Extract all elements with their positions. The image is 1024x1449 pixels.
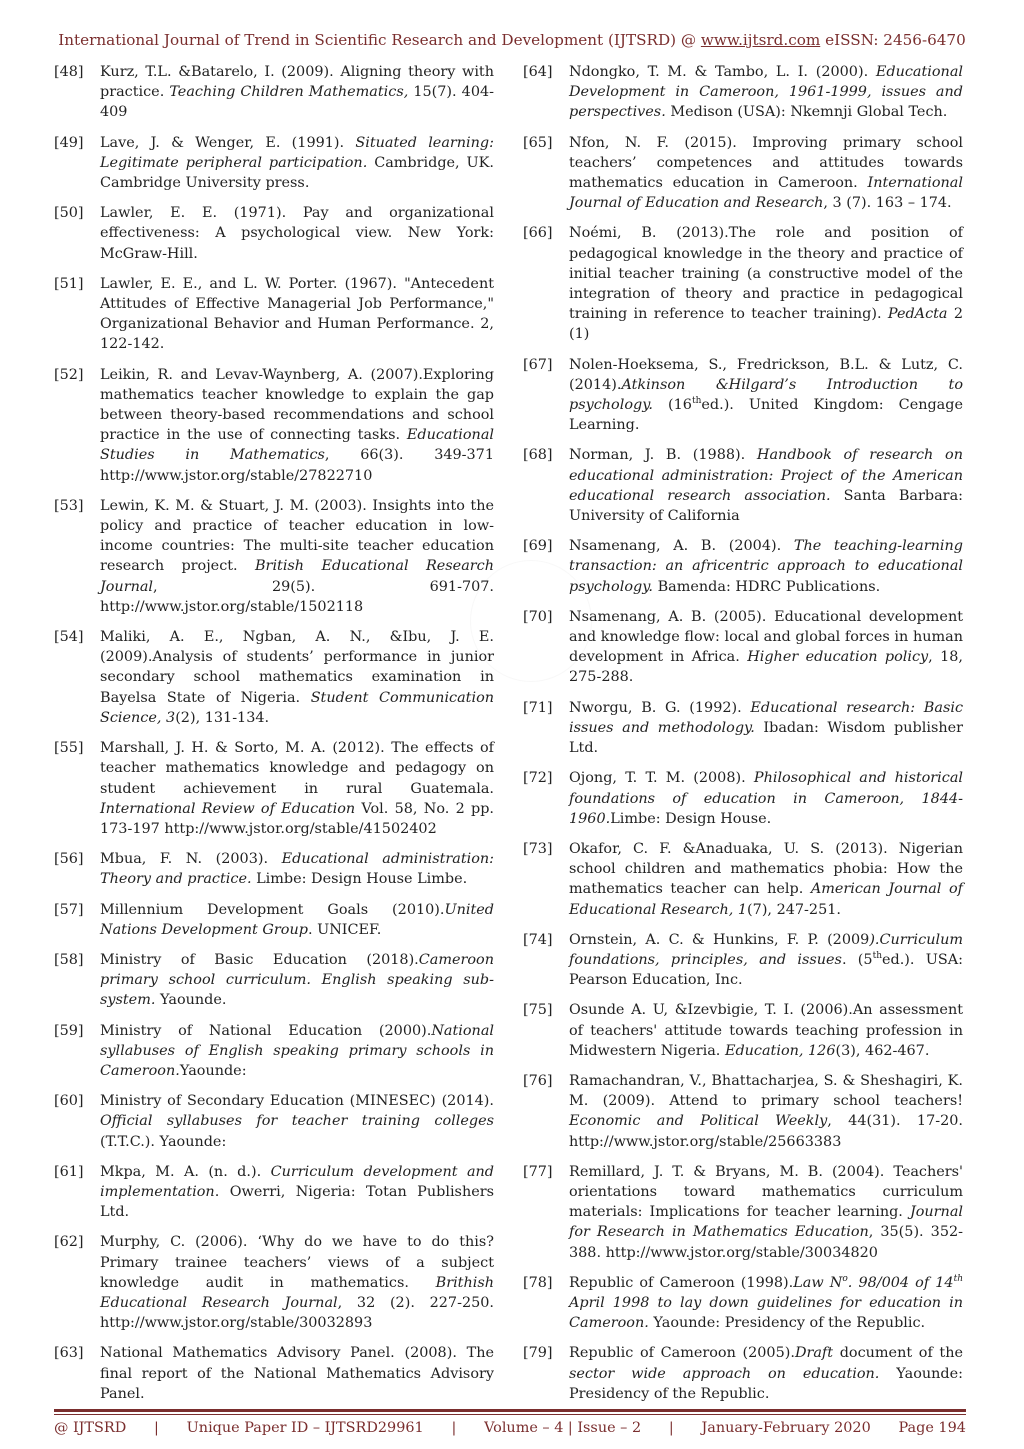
reference-text	[100, 274, 494, 355]
reference-text	[100, 849, 494, 889]
reference-italic-segment: Philosophical and historical foundations of education in Cameroon, 1844-1960.	[569, 770, 963, 827]
reference-italic-segment: Handbook of research on educational administration: Project of the American educational research association.	[569, 447, 963, 504]
reference-text	[100, 62, 494, 123]
reference-entry	[523, 445, 963, 526]
reference-segment: Medison (USA): Nkemnji Global Tech.	[665, 104, 948, 121]
reference-italic-segment: Educational research: Basic issues and methodology.	[569, 699, 963, 736]
reference-segment: Yaounde: Presidency of the Republic.	[648, 1315, 926, 1332]
reference-segment: , 66(3). 349-371 http://www.jstor.org/stable/27822710	[100, 447, 494, 484]
reference-entry	[523, 839, 963, 920]
reference-number: [78]	[523, 1274, 553, 1291]
reference-segment: , 18, 275-288.	[569, 649, 963, 686]
footer-journal: @ IJTSRD	[54, 1420, 127, 1436]
reference-entry	[523, 62, 963, 123]
reference-segment: ed.). United Kingdom: Cengage Learning.	[569, 397, 963, 434]
reference-segment: Mbua, F. N. (2003).	[100, 851, 282, 868]
reference-italic-segment: o	[842, 1273, 848, 1284]
reference-segment: Murphy, C. (2006). ‘Why do we have to do this? Primary trainee teachers’ views of a subject knowledge audit in mathematics.	[100, 1234, 494, 1291]
header-prefix: International Journal of Trend in Scientific Research and Development (IJTSRD) @	[58, 31, 701, 49]
reference-number: [70]	[523, 608, 553, 625]
reference-entry	[523, 133, 963, 214]
reference-italic-segment: PedActa	[887, 306, 948, 323]
reference-segment: Maliki, A. E., Ngban, A. N., &Ibu, J. E. (2009).Analysis of students’ performance in junior secondary school mathematics examination in Bayelsa State of Nigeria.	[100, 629, 494, 706]
reference-segment: . Owerri, Nigeria: Totan Publishers Ltd.	[100, 1183, 494, 1221]
footer-volume: Volume – 4 | Issue – 2	[484, 1420, 642, 1436]
reference-segment: Bamenda: HDRC Publications.	[653, 578, 881, 595]
reference-entry	[54, 1162, 494, 1223]
reference-segment: , 3 (7). 163 – 174.	[823, 195, 952, 212]
footer-rule-thin	[54, 1414, 966, 1415]
footer-date: January-February 2020	[701, 1420, 871, 1436]
reference-entry	[54, 738, 494, 839]
reference-entry	[54, 849, 494, 889]
page-footer	[54, 1420, 966, 1436]
reference-italic-segment: International Journal of Education and Research	[569, 175, 963, 212]
reference-segment: Ramachandran, V., Bhattacharjea, S. & Sheshagiri, K. M. (2009). Attend to primary school teachers!	[569, 1072, 963, 1110]
reference-italic-segment: sector wide approach on education.	[569, 1365, 880, 1382]
reference-number: [65]	[523, 134, 553, 151]
footer-separator: |	[668, 1420, 674, 1436]
reference-number: [63]	[54, 1345, 84, 1362]
reference-text	[569, 133, 963, 214]
reference-text	[569, 445, 963, 526]
reference-segment: Republic of Cameroon (2005).	[569, 1345, 795, 1362]
reference-entry	[54, 274, 494, 355]
reference-entry	[523, 1273, 963, 1334]
reference-text	[569, 355, 963, 436]
reference-number: [57]	[54, 901, 84, 918]
reference-entry	[54, 496, 494, 617]
reference-segment: Remillard, J. T. & Bryans, M. B. (2004). Teachers' orientations toward mathematics curriculum materials: Implications for teacher learning.	[569, 1163, 963, 1221]
reference-segment: Yaounde.	[155, 992, 227, 1009]
reference-number: [52]	[54, 366, 84, 383]
reference-text	[100, 203, 494, 264]
journal-website-link[interactable]: www.ijtsrd.com	[700, 31, 821, 49]
reference-entry	[54, 1343, 494, 1404]
reference-entry	[523, 536, 963, 597]
reference-italic-segment: Cameroon primary school curriculum. English speaking sub-system.	[100, 951, 494, 1009]
reference-text	[569, 62, 963, 123]
reference-segment: Republic of Cameroon (1998).	[569, 1274, 794, 1291]
reference-italic-segment: Situated learning: Legitimate peripheral participation.	[100, 134, 494, 171]
reference-text	[569, 223, 963, 344]
reference-entry	[523, 1343, 963, 1404]
reference-entry	[523, 355, 963, 436]
footer-page-number: Page 194	[898, 1420, 966, 1436]
reference-number: [68]	[523, 447, 553, 464]
reference-entry	[54, 365, 494, 486]
footer-separator: |	[451, 1420, 457, 1436]
footer-rule	[54, 1409, 966, 1412]
reference-segment: . (5	[841, 951, 873, 968]
reference-segment: 15(7). 404-409	[100, 84, 495, 121]
reference-number: [51]	[54, 275, 84, 292]
reference-entry	[523, 930, 963, 991]
reference-italic-segment: Journal for Research in Mathematics Education	[569, 1204, 963, 1241]
reference-segment: Millennium Development Goals (2010).	[100, 901, 445, 918]
reference-text	[100, 133, 494, 194]
reference-entry	[523, 223, 963, 344]
reference-segment: Ibadan: Wisdom publisher Ltd.	[569, 719, 963, 757]
reference-text	[100, 1162, 494, 1223]
reference-text	[100, 738, 494, 839]
reference-segment: Nworgu, B. G. (1992).	[569, 699, 751, 716]
reference-text	[569, 1071, 963, 1152]
reference-segment: Nsamenang, A. B. (2004).	[569, 538, 794, 555]
reference-number: [54]	[54, 629, 84, 646]
reference-number: [59]	[54, 1022, 84, 1039]
reference-italic-segment: Higher education policy	[747, 649, 929, 666]
reference-segment: Ministry of National Education (2000).	[100, 1022, 432, 1039]
reference-italic-segment: Student Communication Science, 3	[100, 689, 495, 726]
reference-number: [75]	[523, 1002, 553, 1019]
reference-number: [74]	[523, 931, 553, 948]
reference-italic-segment: Education, 126	[724, 1042, 836, 1059]
reference-italic-segment: Curriculum development and implementation	[100, 1163, 495, 1200]
reference-italic-segment: Economic and Political Weekly	[569, 1113, 828, 1130]
reference-entry	[54, 900, 494, 940]
reference-entry	[54, 1232, 494, 1333]
reference-segment: . UNICEF.	[307, 921, 382, 938]
reference-entry	[54, 62, 494, 123]
reference-segment: Okafor, C. F. &Anaduaka, U. S. (2013). Nigerian school children and mathematics phobia: How the mathematics teacher can help.	[569, 840, 963, 898]
reference-entry	[523, 698, 963, 759]
reference-text	[100, 1343, 494, 1404]
reference-number: [55]	[54, 740, 84, 757]
reference-entry	[54, 627, 494, 728]
reference-segment: (3), 462-467.	[835, 1042, 930, 1059]
reference-entry	[54, 203, 494, 264]
reference-text	[569, 1343, 963, 1404]
reference-number: [48]	[54, 64, 84, 80]
reference-italic-segment: British Educational Research Journal	[100, 558, 494, 595]
reference-number: [53]	[54, 497, 84, 514]
reference-segment: , 44(31). 17-20. http://www.jstor.org/stable/25663383	[569, 1113, 963, 1150]
reference-segment: Nfon, N. F. (2015). Improving primary school teachers’ competences and attitudes towards mathematics education in Cameroon.	[569, 134, 963, 192]
reference-segment: Limbe: Design House.	[610, 810, 772, 827]
reference-italic-segment: Law N	[793, 1274, 843, 1291]
reference-segment: Nolen-Hoeksema, S., Fredrickson, B.L. & Lutz, C. (2014).	[569, 356, 963, 393]
reference-entry	[54, 1021, 494, 1082]
reference-italic-segment: Draft	[794, 1345, 834, 1362]
reference-entry	[523, 607, 963, 688]
reference-text	[569, 1000, 963, 1061]
reference-text	[100, 950, 494, 1011]
reference-segment: Ministry of Secondary Education (MINESEC) (2014).	[100, 1093, 494, 1110]
reference-number: [76]	[523, 1072, 553, 1089]
reference-text	[569, 536, 963, 597]
reference-number: [49]	[54, 134, 84, 151]
reference-segment: Noémi, B. (2013).The role and position of pedagogical knowledge in the theory and practice of initial teacher training (a constructive model of the integration of theory and practice in pedagogical training in reference to teacher training).	[569, 225, 963, 323]
reference-segment: National Mathematics Advisory Panel. (2008). The final report of the National Mathematics Advisory Panel.	[100, 1345, 494, 1402]
reference-italic-segment: Educational Studies in Mathematics	[100, 427, 494, 464]
reference-entry	[54, 1091, 494, 1152]
reference-italic-segment: April 1998 to lay down guidelines for education in Cameroon.	[569, 1294, 963, 1332]
reference-number: [58]	[54, 951, 84, 968]
reference-text	[569, 768, 963, 829]
reference-italic-segment: th	[953, 1273, 963, 1284]
reference-number: [67]	[523, 356, 553, 373]
reference-italic-segment: . 98/004 of 14	[847, 1274, 954, 1291]
reference-italic-segment: National syllabuses of English speaking primary schools in Cameroon.	[100, 1022, 494, 1079]
reference-segment: th	[691, 396, 702, 407]
reference-number: [69]	[523, 538, 553, 555]
reference-column-right	[523, 62, 963, 1414]
reference-text	[569, 1273, 963, 1334]
reference-italic-segment: The teaching-learning transaction: an africentric approach to educational psychology.	[569, 538, 963, 595]
reference-segment: Marshall, J. H. & Sorto, M. A. (2012). The effects of teacher mathematics knowledge and pedagogy on student achievement in rural Guatemala.	[100, 740, 494, 797]
reference-segment: (16	[653, 397, 692, 414]
reference-segment: Limbe: Design House Limbe.	[251, 871, 468, 888]
reference-segment: document of the	[833, 1345, 963, 1362]
reference-number: [72]	[523, 770, 553, 787]
reference-text	[100, 496, 494, 617]
reference-entry	[54, 950, 494, 1011]
reference-number: [66]	[523, 225, 553, 242]
reference-segment: Kurz, T.L. &Batarelo, I. (2009). Aligning theory with practice.	[100, 64, 494, 101]
reference-segment: Yaounde:	[179, 1062, 247, 1079]
reference-italic-segment: American Journal of Educational Research, 1	[569, 881, 963, 918]
reference-segment: Lawler, E. E. (1971). Pay and organizational effectiveness: A psychological view. New York: McGraw-Hill.	[100, 205, 494, 262]
reference-italic-segment: ).Curriculum foundations, principles, and issues	[569, 931, 963, 968]
reference-number: [64]	[523, 64, 553, 80]
reference-text	[100, 1021, 494, 1082]
journal-header	[0, 31, 1024, 49]
reference-entry	[523, 768, 963, 829]
reference-text	[569, 839, 963, 920]
reference-number: [61]	[54, 1163, 84, 1180]
reference-segment: (T.T.C.). Yaounde:	[100, 1133, 227, 1150]
reference-number: [73]	[523, 840, 553, 857]
reference-italic-segment: Teaching Children Mathematics,	[169, 84, 409, 101]
reference-entry	[54, 133, 494, 194]
reference-segment: Osunde A. U, &Izevbigie, T. I. (2006).An assessment of teachers' attitude towards teaching profession in Midwestern Nigeria.	[569, 1002, 963, 1059]
reference-segment: Santa Barbara: University of California	[569, 487, 963, 525]
header-suffix: eISSN: 2456-6470	[820, 31, 966, 49]
reference-italic-segment: Atkinson &Hilgard’s Introduction to psychology.	[569, 376, 963, 414]
reference-segment: , 29(5). 691-707. http://www.jstor.org/stable/1502118	[100, 578, 494, 615]
reference-segment: Lave, J. & Wenger, E. (1991).	[100, 134, 356, 151]
footer-paper-id: Unique Paper ID – IJTSRD29961	[186, 1420, 424, 1436]
reference-number: [79]	[523, 1345, 553, 1362]
reference-italic-segment: Brithish Educational Research Journal	[100, 1274, 494, 1311]
reference-italic-segment: Official syllabuses for teacher training colleges	[100, 1113, 494, 1130]
reference-segment: Nsamenang, A. B. (2005). Educational development and knowledge flow: local and global forces in human development in Africa.	[569, 608, 963, 666]
reference-entry	[523, 1162, 963, 1263]
reference-italic-segment: Educational Development in Cameroon, 1961-1999, issues and perspectives.	[569, 64, 963, 121]
reference-segment: Cambridge, UK. Cambridge University press.	[100, 154, 494, 192]
reference-entry	[523, 1071, 963, 1152]
reference-text	[100, 1091, 494, 1152]
reference-column-left	[54, 62, 494, 1414]
reference-number: [50]	[54, 205, 84, 222]
reference-text	[100, 900, 494, 940]
reference-text	[100, 365, 494, 486]
reference-segment: Ministry of Basic Education (2018).	[100, 951, 419, 968]
reference-text	[569, 698, 963, 759]
reference-italic-segment: United Nations Development Group	[100, 901, 494, 938]
reference-text	[100, 627, 494, 728]
reference-number: [60]	[54, 1093, 84, 1110]
reference-segment: Norman, J. B. (1988).	[569, 447, 757, 464]
reference-number: [56]	[54, 851, 84, 868]
reference-segment: 2 (1)	[569, 306, 963, 343]
reference-number: [62]	[54, 1234, 84, 1251]
reference-text	[100, 1232, 494, 1333]
reference-number: [71]	[523, 699, 553, 716]
reference-segment: Vol. 58, No. 2 pp. 173-197 http://www.jstor.org/stable/41502402	[100, 800, 494, 837]
reference-segment: Ndongko, T. M. & Tambo, L. I. (2000).	[569, 64, 876, 80]
reference-text	[569, 607, 963, 688]
reference-italic-segment: International Review of Education	[100, 800, 356, 817]
reference-number: [77]	[523, 1163, 553, 1180]
reference-segment: Ojong, T. T. M. (2008).	[569, 770, 754, 787]
reference-segment: Lawler, E. E., and L. W. Porter. (1967). "Antecedent Attitudes of Effective Managerial Job Performance," Organizational Behavior and Human Performance. 2, 122-142.	[100, 275, 494, 353]
reference-segment: Ornstein, A. C. & Hunkins, F. P. (2009	[569, 931, 870, 948]
reference-segment: th	[872, 951, 882, 962]
reference-text	[569, 1162, 963, 1263]
reference-italic-segment: Educational administration: Theory and practice.	[100, 851, 494, 888]
reference-text	[569, 930, 963, 991]
reference-segment: (7), 247-251.	[747, 901, 841, 918]
reference-segment: , 35(5). 352-388. http://www.jstor.org/stable/30034820	[569, 1224, 963, 1261]
reference-segment: Leikin, R. and Levav-Waynberg, A. (2007).Exploring mathematics teacher knowledge to explain the gap between theory-based recommendations and school practice in the use of connecting tasks.	[100, 366, 494, 444]
reference-segment: , 32 (2). 227-250. http://www.jstor.org/stable/30032893	[100, 1294, 494, 1332]
reference-segment: Mkpa, M. A. (n. d.).	[100, 1163, 271, 1180]
reference-segment: Lewin, K. M. & Stuart, J. M. (2003). Insights into the policy and practice of teacher education in low-income countries: The multi-site teacher education research project.	[100, 497, 494, 575]
footer-separator: |	[154, 1420, 159, 1436]
reference-segment: Yaounde: Presidency of the Republic.	[569, 1365, 963, 1402]
reference-segment: ed.). USA: Pearson Education, Inc.	[569, 951, 963, 989]
reference-entry	[523, 1000, 963, 1061]
reference-segment: (2), 131-134.	[175, 709, 270, 726]
